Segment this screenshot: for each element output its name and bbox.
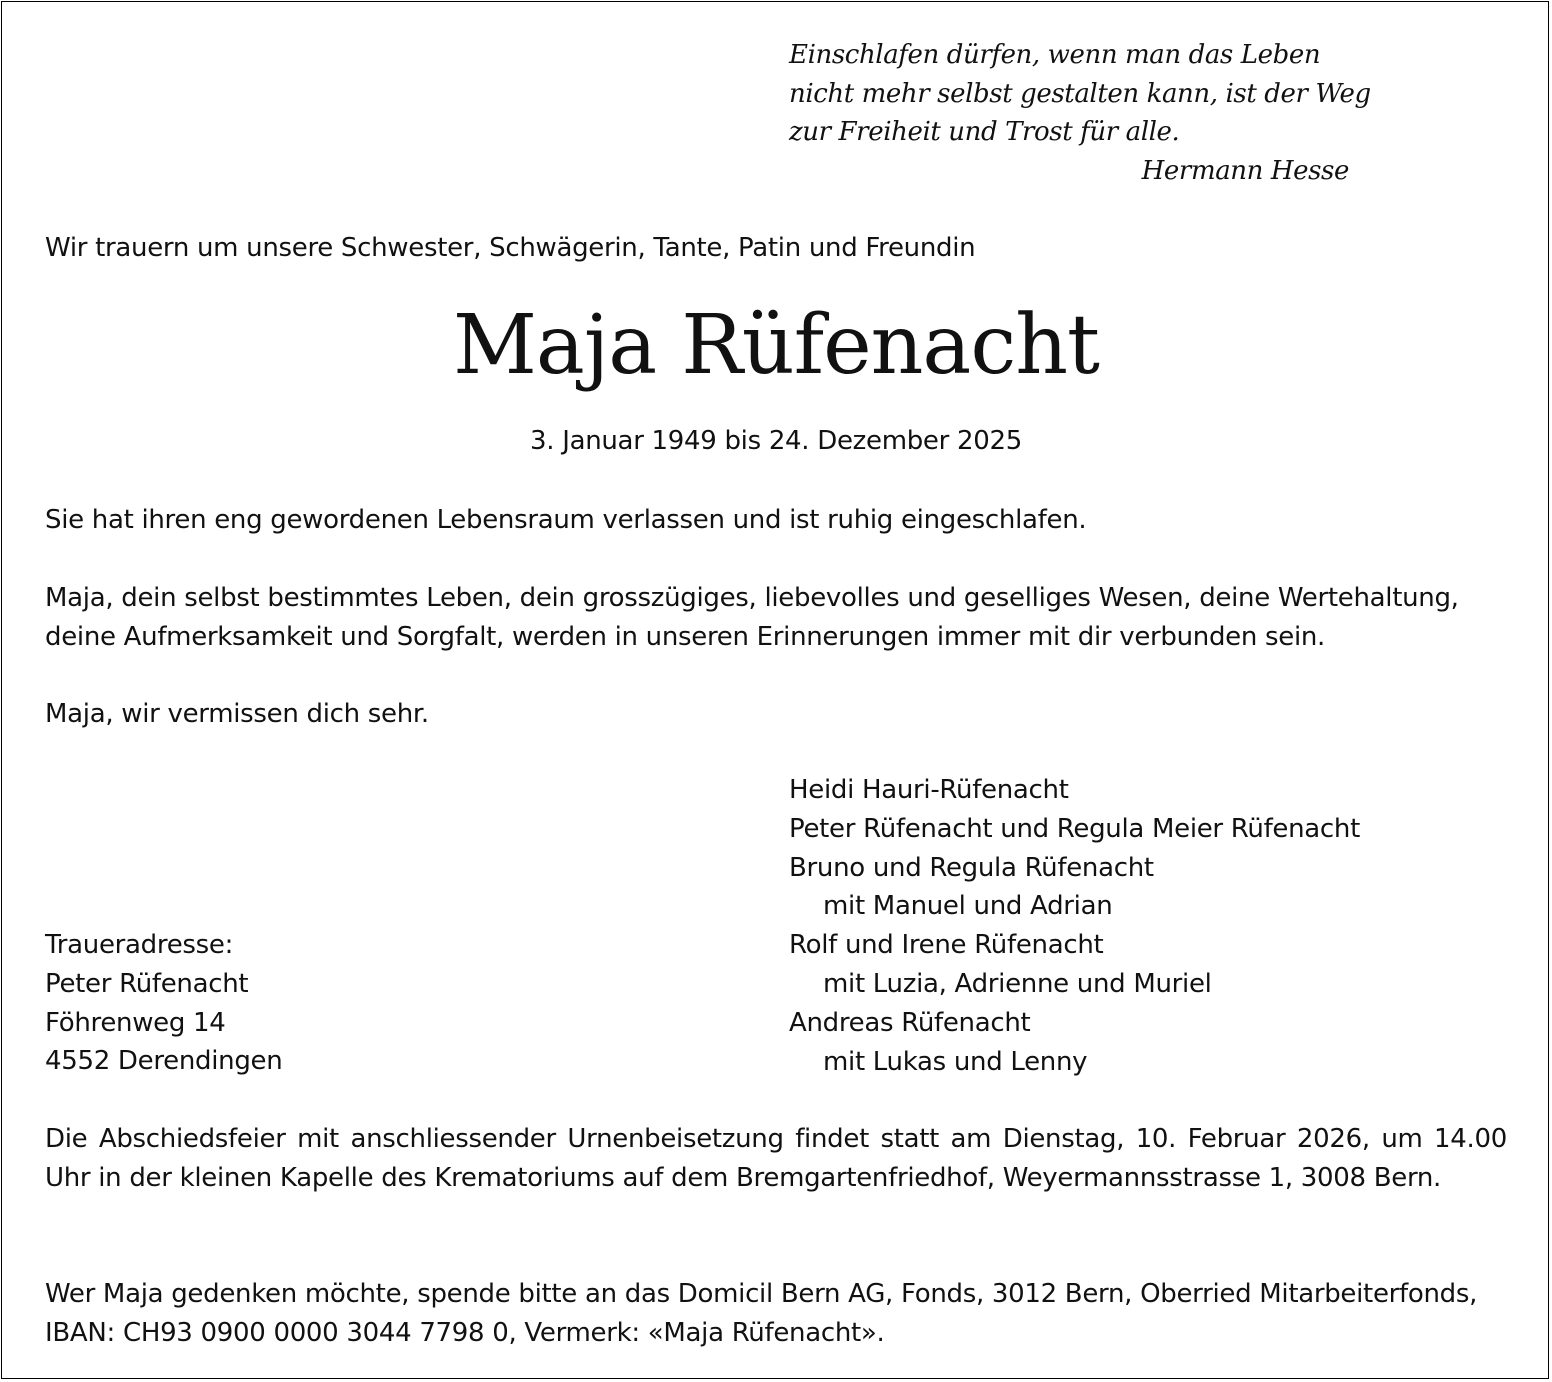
deceased-name: Maja Rüfenacht: [452, 298, 1100, 393]
quote-line: zur Freiheit und Trost für alle.: [789, 117, 1180, 147]
mourning-address: [45, 926, 282, 1081]
mourner: Heidi Hauri-Rüfenacht: [789, 775, 1069, 805]
mourners-list: [789, 771, 1360, 1081]
mourner: Andreas Rüfenacht: [789, 1007, 1031, 1038]
address-label: Traueradresse:: [45, 930, 234, 960]
address-name: Peter Rüfenacht: [45, 968, 249, 999]
paragraph-miss-you: Maja, wir vermissen dich sehr.: [45, 699, 429, 729]
life-dates: 3. Januar 1949 bis 24. Dezember 2025: [530, 426, 1022, 456]
address-street: Föhrenweg 14: [45, 1007, 226, 1038]
hesse-quote: [789, 36, 1371, 190]
quote-line: nicht mehr selbst gestalten kann, ist der Weg: [789, 78, 1371, 109]
paragraph-tribute: [45, 579, 1459, 656]
donation-line: Wer Maja gedenken möchte, spende bitte an das Domicil Bern AG, Fonds, 3012 Bern, Oberried Mitarbeiterfonds,: [45, 1279, 1478, 1309]
tribute-line: Maja, dein selbst bestimmtes Leben, dein grosszügiges, liebevolles und geselliges Wesen, deine Wertehaltung,: [45, 583, 1459, 613]
donation-line: IBAN: CH93 0900 0000 3044 7798 0, Vermerk: «Maja Rüfenacht».: [45, 1317, 885, 1348]
intro-text: Wir trauern um unsere Schwester, Schwägerin, Tante, Patin und Freundin: [45, 233, 976, 263]
mourner-children: mit Luzia, Adrienne und Muriel: [823, 968, 1212, 999]
tribute-line: deine Aufmerksamkeit und Sorgfalt, werden in unseren Erinnerungen immer mit dir verbunden sein.: [45, 621, 1326, 652]
mourner: Peter Rüfenacht und Regula Meier Rüfenacht: [789, 813, 1360, 844]
mourner-children: mit Manuel und Adrian: [823, 891, 1113, 922]
ceremony-info: Die Abschiedsfeier mit anschliessender Urnenbeisetzung findet statt am Dienstag, 10. Februar 2026, um 14.00 Uhr in der kleinen Kapelle des Krematoriums auf dem Bremgartenfriedhof, Weyermannsstrasse 1, 3008 Bern.: [45, 1124, 1507, 1193]
donation-info: [45, 1275, 1515, 1352]
quote-author: Hermann Hesse: [1141, 155, 1349, 186]
paragraph-peaceful: Sie hat ihren eng gewordenen Lebensraum verlassen und ist ruhig eingeschlafen.: [45, 505, 1087, 535]
mourner-children: mit Lukas und Lenny: [823, 1046, 1088, 1077]
mourner: Rolf und Irene Rüfenacht: [789, 930, 1104, 961]
address-city: 4552 Derendingen: [45, 1046, 283, 1077]
mourner: Bruno und Regula Rüfenacht: [789, 852, 1154, 883]
quote-line: Einschlafen dürfen, wenn man das Leben: [789, 40, 1321, 70]
